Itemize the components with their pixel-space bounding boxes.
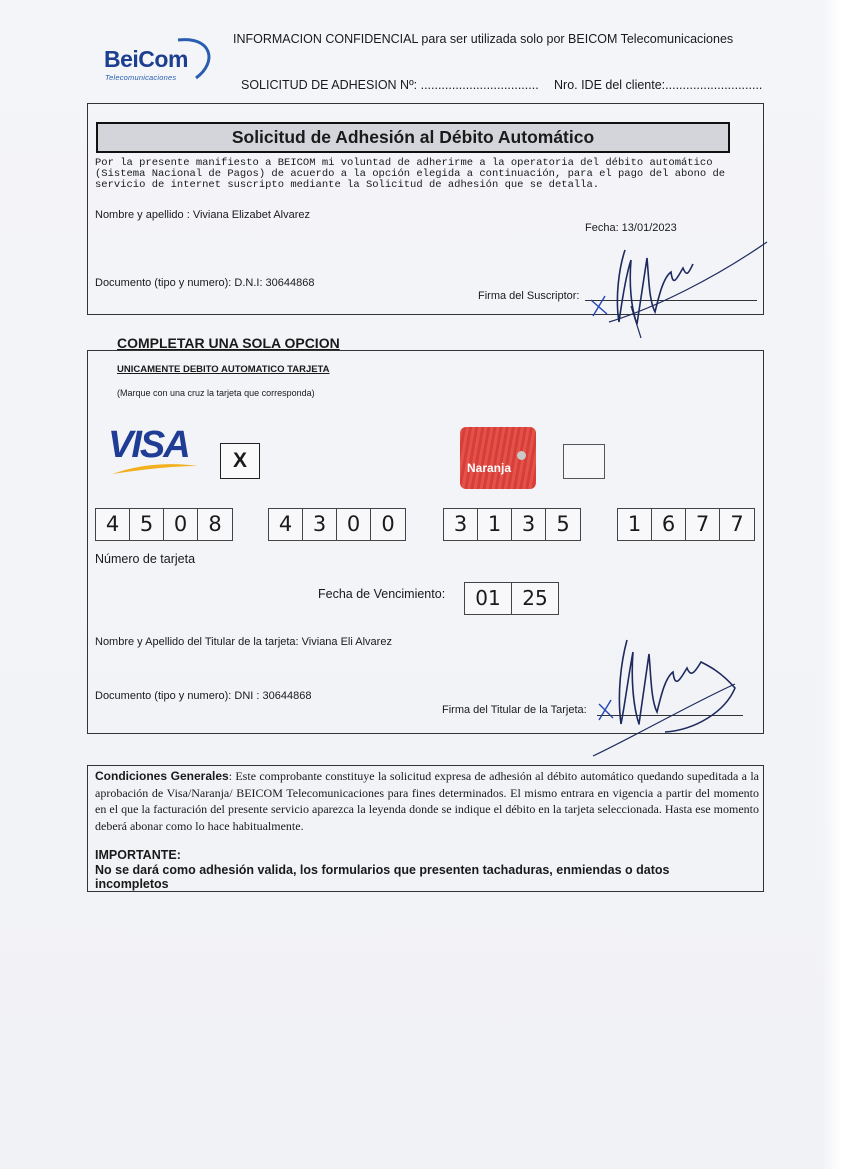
expiry-label: Fecha de Vencimiento:	[318, 587, 446, 601]
beicom-logo: BeiCom Telecomunicaciones	[100, 34, 218, 84]
confidential-notice: INFORMACION CONFIDENCIAL para ser utilizada solo por BEICOM Telecomunicaciones	[233, 32, 734, 46]
card-digit: 0	[381, 512, 395, 536]
card-digit: 5	[130, 509, 164, 540]
card-digit: 1	[478, 509, 512, 540]
cardholder-name: Nombre y Apellido del Titular de la tarjeta: Viviana Eli Alvarez	[95, 636, 392, 648]
card-digit: 6	[652, 509, 686, 540]
form-title: Solicitud de Adhesión al Débito Automático	[96, 122, 730, 153]
subscriber-signature	[585, 238, 775, 348]
cardholder-document: Documento (tipo y numero): DNI : 30644868	[95, 690, 312, 702]
conditions-text	[95, 768, 759, 834]
naranja-checkbox[interactable]	[563, 444, 605, 479]
cardholder-signature	[585, 632, 755, 762]
card-number-label: Número de tarjeta	[95, 552, 196, 566]
subscriber-signature-label: Firma del Suscriptor:	[478, 290, 580, 302]
client-id: Nro. IDE del cliente:............................	[554, 78, 763, 92]
important-text: No se dará como adhesión valida, los formularios que presenten tachaduras, enmiendas o datos incompletos	[95, 863, 670, 891]
scan-edge	[822, 0, 850, 1169]
card-digit: 7	[730, 512, 744, 536]
intro-text: Por la presente manifiesto a BEICOM mi voluntad de adherirme a la operatoria del débito automático (Sistema Nacional de Pagos) de acuerdo a la opción elegida a continuación, para el pago del abono de servicio de internet suscripto mediante la Solicitud de adhesión que se detalla.	[95, 157, 726, 191]
conditions-label: Condiciones Generales	[95, 769, 229, 783]
card-number-group-3[interactable]	[443, 508, 581, 541]
visa-checkbox[interactable]: X	[220, 443, 260, 479]
visa-logo: VISA	[106, 420, 201, 480]
card-digit: 8	[208, 512, 222, 536]
card-digit: 3	[444, 509, 478, 540]
card-digit: 0	[164, 509, 198, 540]
card-digit: 4	[96, 509, 130, 540]
card-digit: 7	[686, 509, 720, 540]
cardholder-signature-label: Firma del Titular de la Tarjeta:	[442, 704, 587, 716]
card-digit: 0	[337, 509, 371, 540]
card-digit: 4	[269, 509, 303, 540]
subscriber-document: Documento (tipo y numero): D.N.I: 30644868	[95, 277, 315, 289]
card-number-group-2[interactable]	[268, 508, 406, 541]
subscriber-name: Nombre y apellido : Viviana Elizabet Alvarez	[95, 209, 311, 221]
card-number-group-1[interactable]	[95, 508, 233, 541]
expiry-year: 25	[522, 586, 548, 610]
card-number-group-4[interactable]	[617, 508, 755, 541]
date-field: Fecha: 13/01/2023	[585, 222, 677, 234]
naranja-logo: Naranja	[460, 427, 536, 489]
option-title: COMPLETAR UNA SOLA OPCION	[117, 335, 340, 351]
expiry-month: 01	[465, 583, 512, 614]
expiry-field[interactable]	[464, 582, 559, 615]
naranja-dot-icon	[517, 451, 526, 460]
card-digit: 1	[618, 509, 652, 540]
conditions-body: : Este comprobante constituye la solicitud expresa de adhesión al débito automático quedando supeditada a la aprobación de Visa/Naranja/ BEICOM Telecomunicaciones para fines determinados. El mismo entrara en vigencia a partir del momento en el que la facturación del presente servicio aparezca la leyenda donde se indique el débito en la tarjeta seleccionada. Hasta ese momento deberá abonar como lo hace habitualmente.	[95, 769, 759, 833]
solicitud-number: SOLICITUD DE ADHESION Nº: ..................................	[241, 78, 539, 92]
option-subtitle: UNICAMENTE DEBITO AUTOMATICO TARJETA	[117, 364, 330, 375]
important-label: IMPORTANTE:	[95, 848, 181, 862]
card-digit: 3	[303, 509, 337, 540]
card-digit: 3	[512, 509, 546, 540]
card-digit: 5	[556, 512, 570, 536]
instruction-text: (Marque con una cruz la tarjeta que corresponda)	[117, 388, 315, 398]
